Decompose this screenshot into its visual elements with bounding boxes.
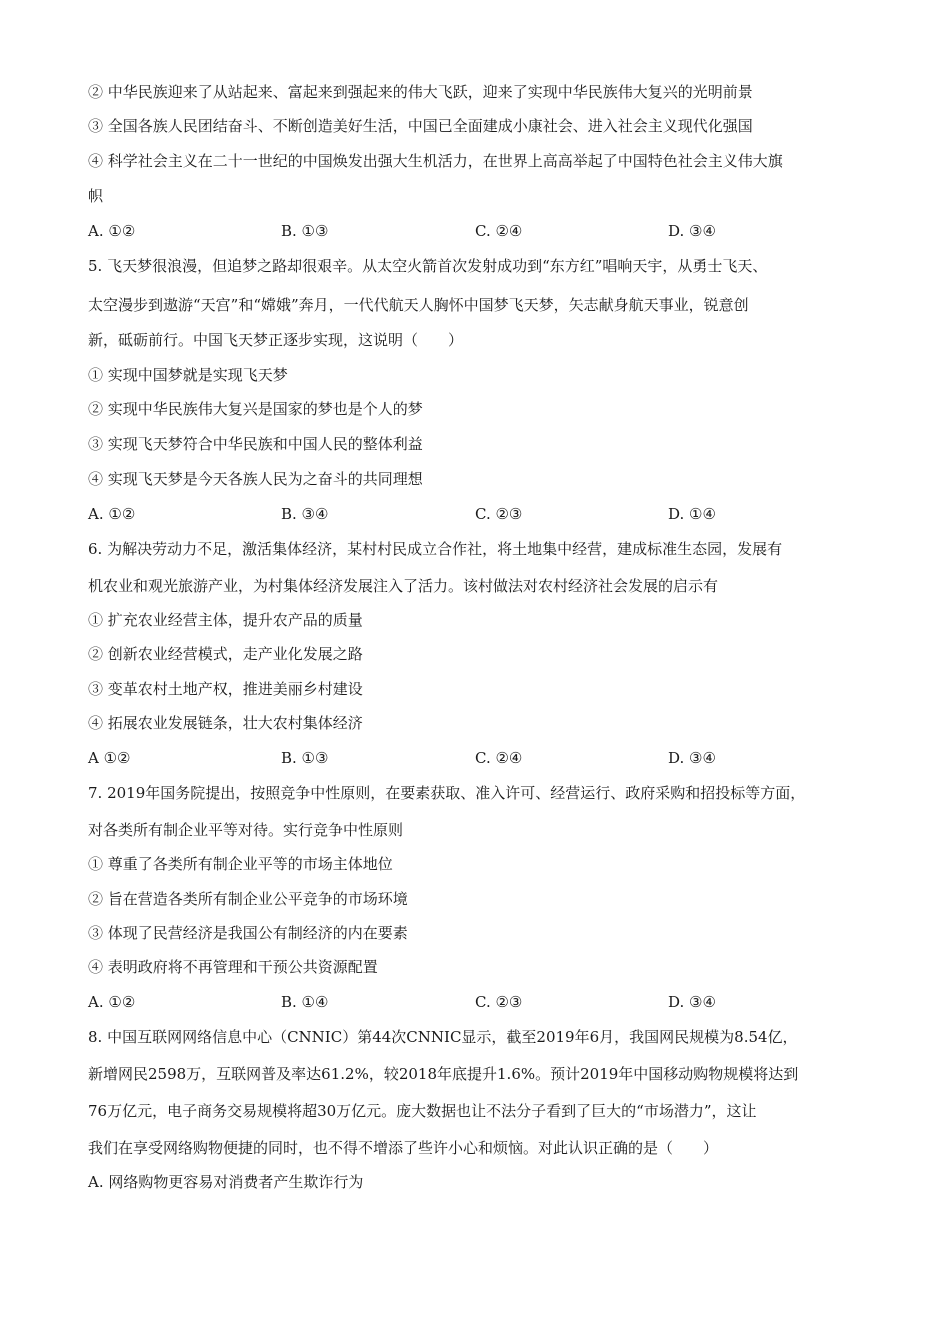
q7-options	[88, 991, 868, 1013]
q4-statement-2: ② 中华民族迎来了从站起来、富起来到强起来的伟大飞跃，迎来了实现中华民族伟大复兴的光明前景	[88, 83, 753, 101]
q5-option-d: D. ①④	[668, 505, 716, 523]
q6-statement-3: ③ 变革农村土地产权，推进美丽乡村建设	[88, 680, 363, 698]
q6-option-a: A ①②	[88, 749, 131, 767]
q5-option-c: C. ②③	[475, 505, 523, 523]
q7-statement-2: ② 旨在营造各类所有制企业公平竞争的市场环境	[88, 890, 408, 908]
q5-option-b: B. ③④	[281, 505, 329, 523]
q6-option-d: D. ③④	[668, 749, 716, 767]
q6-statement-1: ① 扩充农业经营主体，提升农产品的质量	[88, 611, 363, 629]
q4-statement-4-cont: 帜	[88, 187, 104, 205]
q5-statement-1: ① 实现中国梦就是实现飞天梦	[88, 366, 288, 384]
q7-option-d: D. ③④	[668, 993, 716, 1011]
q7-statement-4: ④ 表明政府将不再管理和干预公共资源配置	[88, 958, 378, 976]
q8-stem-2: 新增网民2598万，互联网普及率达61.2%，较2018年底提升1.6%。预计2019年中国移动购物规模将达到	[88, 1065, 799, 1083]
q6-statement-4: ④ 拓展农业发展链条，壮大农村集体经济	[88, 714, 363, 732]
q5-stem-2: 太空漫步到遨游“天宫”和“嫦娥”奔月，一代代航天人胸怀中国梦飞天梦，矢志献身航天事业，锐意创	[88, 296, 749, 314]
q8-option-a: A. 网络购物更容易对消费者产生欺诈行为	[88, 1173, 364, 1191]
q8-stem-4: 我们在享受网络购物便捷的同时，也不得不增添了些许小心和烦恼。对此认识正确的是（ ）	[88, 1139, 719, 1157]
q4-option-b: B. ①③	[281, 222, 329, 240]
q6-stem-1: 6. 为解决劳动力不足，激活集体经济，某村村民成立合作社，将土地集中经营，建成标准生态园，发展有	[88, 540, 783, 558]
q4-option-a: A. ①②	[88, 222, 136, 240]
q7-statement-3: ③ 体现了民营经济是我国公有制经济的内在要素	[88, 924, 408, 942]
q5-statement-2: ② 实现中华民族伟大复兴是国家的梦也是个人的梦	[88, 400, 423, 418]
q6-option-b: B. ①③	[281, 749, 329, 767]
q4-statement-3: ③ 全国各族人民团结奋斗、不断创造美好生活，中国已全面建成小康社会、进入社会主义现代化强国	[88, 117, 753, 135]
q8-stem-1: 8. 中国互联网网络信息中心（CNNIC）第44次CNNIC显示，截至2019年6月，我国网民规模为8.54亿，	[88, 1028, 798, 1046]
q6-statement-2: ② 创新农业经营模式，走产业化发展之路	[88, 645, 363, 663]
q5-stem-1: 5. 飞天梦很浪漫，但追梦之路却很艰辛。从太空火箭首次发射成功到“东方红”唱响天宇，从勇士飞天、	[88, 257, 768, 275]
q7-option-c: C. ②③	[475, 993, 523, 1011]
q4-options	[88, 220, 868, 242]
q4-option-d: D. ③④	[668, 222, 716, 240]
q5-options	[88, 503, 868, 525]
q7-statement-1: ① 尊重了各类所有制企业平等的市场主体地位	[88, 855, 393, 873]
q5-option-a: A. ①②	[88, 505, 136, 523]
q5-stem-3: 新，砥砺前行。中国飞天梦正逐步实现，这说明（ ）	[88, 331, 464, 349]
q6-stem-2: 机农业和观光旅游产业，为村集体经济发展注入了活力。该村做法对农村经济社会发展的启示有	[88, 577, 719, 595]
q4-statement-4: ④ 科学社会主义在二十一世纪的中国焕发出强大生机活力，在世界上高高举起了中国特色社会主义伟大旗	[88, 152, 783, 170]
q5-statement-4: ④ 实现飞天梦是今天各族人民为之奋斗的共同理想	[88, 470, 423, 488]
q7-stem-2: 对各类所有制企业平等对待。实行竞争中性原则	[88, 821, 404, 839]
q7-option-a: A. ①②	[88, 993, 136, 1011]
q7-option-b: B. ①④	[281, 993, 329, 1011]
q7-stem-1: 7. 2019年国务院提出，按照竞争中性原则，在要素获取、准入许可、经营运行、政府采购和招投标等方面，	[88, 784, 806, 802]
q4-option-c: C. ②④	[475, 222, 523, 240]
q5-statement-3: ③ 实现飞天梦符合中华民族和中国人民的整体利益	[88, 435, 423, 453]
q6-options	[88, 747, 868, 769]
q6-option-c: C. ②④	[475, 749, 523, 767]
q8-stem-3: 76万亿元，电子商务交易规模将超30万亿元。庞大数据也让不法分子看到了巨大的“市场潜力”，这让	[88, 1102, 757, 1120]
